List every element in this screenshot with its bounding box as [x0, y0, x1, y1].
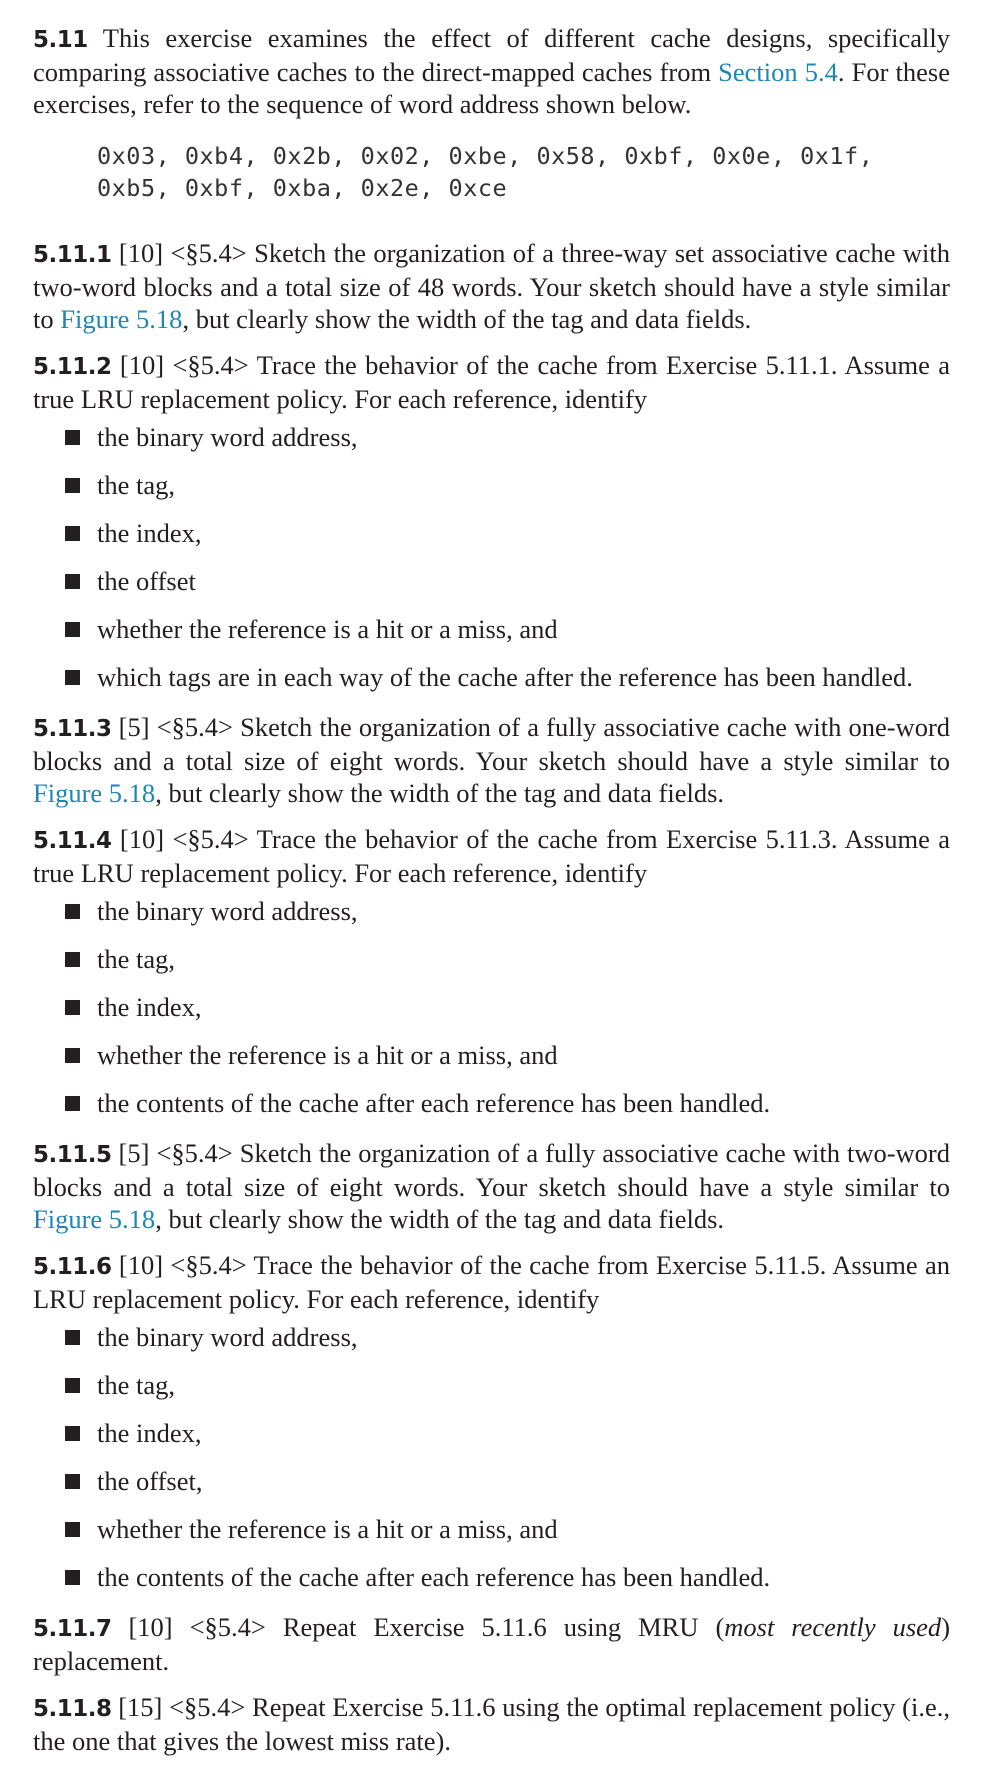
- exercise-text: Repeat Exercise 5.11.6 using the optimal replacement policy (i.e., the one that gives the lowest miss rate).: [33, 1692, 951, 1756]
- bullet-list: [33, 1321, 950, 1597]
- square-bullet-icon: [65, 430, 80, 445]
- list-item: [33, 613, 950, 661]
- list-item: [33, 1321, 950, 1369]
- exercise-number: 5.11.6: [33, 1254, 112, 1280]
- square-bullet-icon: [65, 1096, 80, 1111]
- emphasis-text: most recently used: [724, 1612, 942, 1642]
- exercise-points: [5]: [118, 712, 150, 742]
- exercise-text: Trace the behavior of the cache from Exercise 5.11.3. Assume a true LRU replacement policy. For each reference, identify: [33, 824, 950, 888]
- square-bullet-icon: [65, 952, 80, 967]
- square-bullet-icon: [65, 526, 80, 541]
- list-item-text: the index,: [97, 518, 202, 548]
- list-item: [33, 469, 950, 517]
- exercise-5-11-2: [33, 349, 950, 415]
- exercise-points: [15]: [118, 1692, 163, 1722]
- list-item-text: the binary word address,: [97, 896, 358, 926]
- list-item-text: the tag,: [97, 470, 175, 500]
- square-bullet-icon: [65, 904, 80, 919]
- exercise-points: [10]: [128, 1612, 173, 1642]
- bullet-list: [33, 895, 950, 1123]
- exercise-5-11-1: [33, 237, 950, 335]
- exercise-text-end: , but clearly show the width of the tag and data fields.: [155, 1204, 725, 1234]
- exercise-number: 5.11.7: [33, 1616, 112, 1642]
- square-bullet-icon: [65, 574, 80, 589]
- exercise-points: [5]: [118, 1138, 150, 1168]
- list-item: [33, 1039, 950, 1087]
- exercise-points: [10]: [119, 350, 165, 380]
- list-item-text: whether the reference is a hit or a miss, and: [97, 1514, 558, 1544]
- list-item: [33, 1513, 950, 1561]
- list-item: [33, 1465, 950, 1513]
- exercise-5-11-6: [33, 1249, 950, 1315]
- exercise-text-end: , but clearly show the width of the tag and data fields.: [182, 304, 752, 334]
- list-item: [33, 565, 950, 613]
- list-item: [33, 421, 950, 469]
- figure-link[interactable]: Figure 5.18: [60, 304, 183, 334]
- exercise-5-11-4: [33, 823, 950, 889]
- intro-paragraph: [33, 22, 950, 120]
- address-sequence: [97, 140, 950, 204]
- list-item: [33, 1369, 950, 1417]
- exercise-5-11-8: [33, 1691, 950, 1757]
- square-bullet-icon: [65, 1000, 80, 1015]
- exercise-text: Sketch the organization of a fully associative cache with one-word blocks and a total size of eight words. Your sketch should have a style similar to: [33, 712, 951, 776]
- list-item: [33, 991, 950, 1039]
- list-item-text: the index,: [97, 992, 202, 1022]
- square-bullet-icon: [65, 670, 80, 685]
- intro-text-end: . For these exercises, refer to the sequence of word address shown below.: [33, 57, 950, 119]
- exercise-text-end: , but clearly show the width of the tag and data fields.: [155, 778, 725, 808]
- square-bullet-icon: [65, 1474, 80, 1489]
- list-item: [33, 943, 950, 991]
- exercise-section: <§5.4>: [170, 1250, 247, 1280]
- figure-link[interactable]: Figure 5.18: [33, 778, 156, 808]
- list-item-text: the offset,: [97, 1466, 203, 1496]
- list-item-text: the offset: [97, 566, 196, 596]
- list-item-text: the index,: [97, 1418, 202, 1448]
- list-item-text: whether the reference is a hit or a miss, and: [97, 1040, 558, 1070]
- list-item-text: the tag,: [97, 1370, 175, 1400]
- exercise-number: 5.11.4: [33, 828, 112, 854]
- exercise-section: <§5.4>: [169, 1692, 246, 1722]
- exercise-number: 5.11.3: [33, 716, 112, 742]
- bullet-list: [33, 421, 950, 697]
- list-item-text: which tags are in each way of the cache after the reference has been handled.: [97, 662, 913, 692]
- square-bullet-icon: [65, 1522, 80, 1537]
- list-item: [33, 1417, 950, 1465]
- square-bullet-icon: [65, 1048, 80, 1063]
- exercise-text: Repeat Exercise 5.11.6 using MRU (: [265, 1612, 725, 1642]
- square-bullet-icon: [65, 1330, 80, 1345]
- list-item: [33, 517, 950, 565]
- intro-text: This exercise examines the effect of different cache designs, specifically comparing associative caches to the direct-mapped caches from: [33, 23, 950, 87]
- address-line-2: 0xb5, 0xbf, 0xba, 0x2e, 0xce: [97, 174, 508, 202]
- section-link[interactable]: Section 5.4: [718, 57, 838, 87]
- exercise-number: 5.11.8: [33, 1696, 112, 1722]
- exercise-text: Trace the behavior of the cache from Exercise 5.11.1. Assume a true LRU replacement policy. For each reference, identify: [33, 350, 950, 414]
- list-item-text: the tag,: [97, 944, 175, 974]
- exercise-section: <§5.4>: [156, 712, 233, 742]
- list-item: [33, 895, 950, 943]
- square-bullet-icon: [65, 622, 80, 637]
- exercise-section: <§5.4>: [172, 824, 249, 854]
- list-item: [33, 661, 950, 697]
- exercise-5-11-3: [33, 711, 950, 809]
- exercise-number: 5.11.5: [33, 1142, 112, 1168]
- exercise-text: Sketch the organization of a fully associative cache with two-word blocks and a total size of eight words. Your sketch should have a style similar to: [33, 1138, 951, 1202]
- exercise-points: [10]: [119, 824, 165, 854]
- exercise-section: <§5.4>: [172, 350, 249, 380]
- exercise-5-11-7: [33, 1611, 950, 1677]
- exercise-number: 5.11.2: [33, 354, 112, 380]
- exercise-section: <§5.4>: [170, 238, 247, 268]
- address-line-1: 0x03, 0xb4, 0x2b, 0x02, 0xbe, 0x58, 0xbf, 0x0e, 0x1f,: [97, 142, 874, 170]
- exercise-text: Sketch the organization of a three-way set associative cache with two-word blocks and a total size of 48 words. Your sketch should have a style similar to: [33, 238, 951, 334]
- exercise-5-11-5: [33, 1137, 950, 1235]
- exercise-points: [10]: [118, 1250, 164, 1280]
- exercise-section: <§5.4>: [156, 1138, 233, 1168]
- exercise-text: Trace the behavior of the cache from Exercise 5.11.5. Assume an LRU replacement policy. For each reference, identify: [33, 1250, 951, 1314]
- square-bullet-icon: [65, 1378, 80, 1393]
- exercise-number: 5.11: [33, 27, 88, 53]
- exercise-text-end: ) replacement.: [33, 1612, 951, 1676]
- exercise-points: [10]: [118, 238, 164, 268]
- exercise-page: [33, 22, 950, 1757]
- list-item-text: the binary word address,: [97, 1322, 358, 1352]
- square-bullet-icon: [65, 478, 80, 493]
- list-item: [33, 1561, 950, 1597]
- list-item-text: the contents of the cache after each reference has been handled.: [97, 1088, 771, 1118]
- figure-link[interactable]: Figure 5.18: [33, 1204, 156, 1234]
- square-bullet-icon: [65, 1570, 80, 1585]
- exercise-number: 5.11.1: [33, 242, 112, 268]
- list-item-text: the binary word address,: [97, 422, 358, 452]
- list-item-text: the contents of the cache after each reference has been handled.: [97, 1562, 771, 1592]
- list-item-text: whether the reference is a hit or a miss, and: [97, 614, 558, 644]
- exercise-section: <§5.4>: [189, 1612, 266, 1642]
- list-item: [33, 1087, 950, 1123]
- square-bullet-icon: [65, 1426, 80, 1441]
